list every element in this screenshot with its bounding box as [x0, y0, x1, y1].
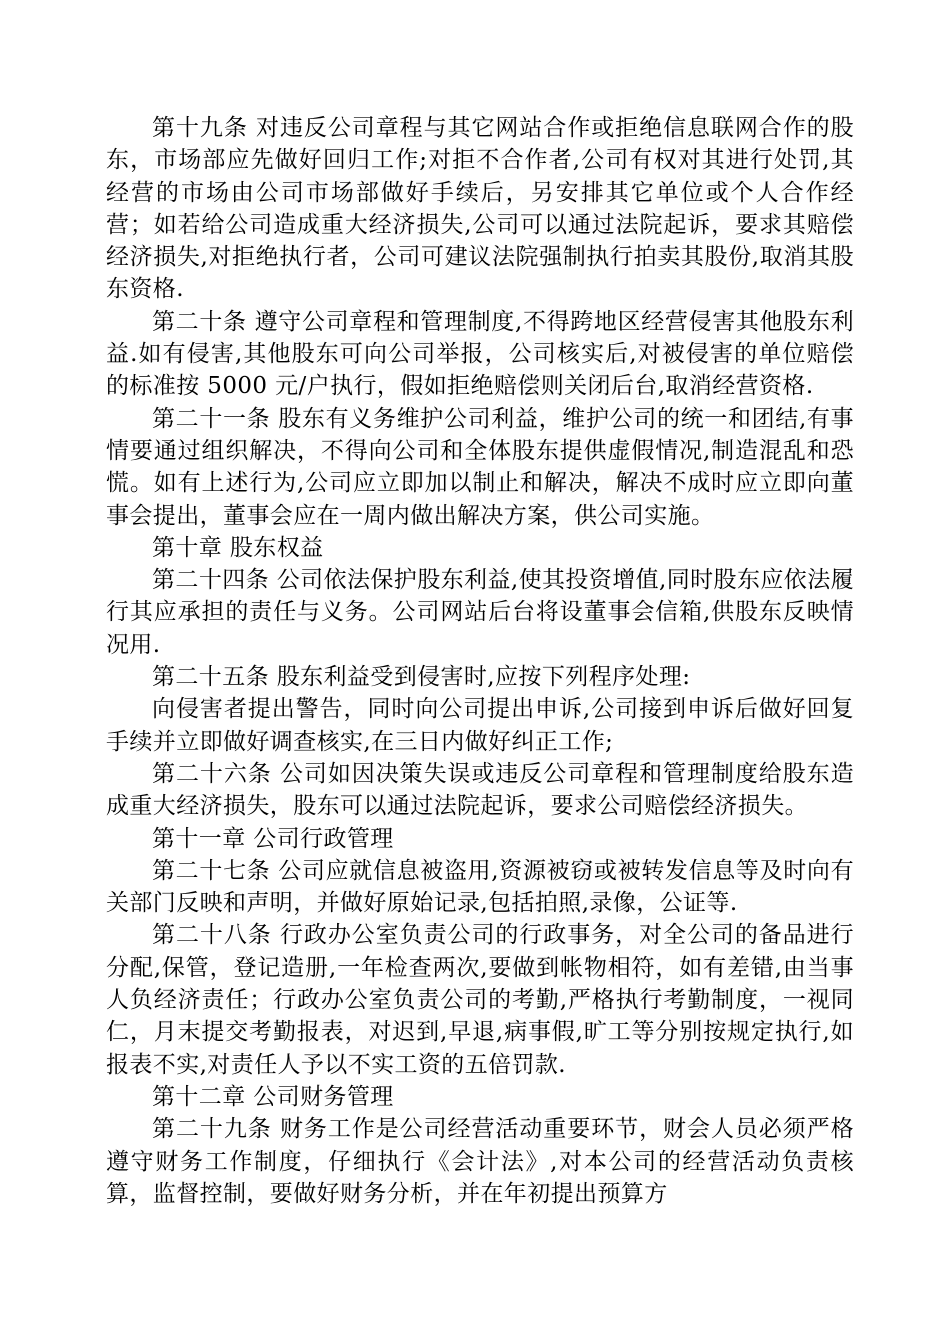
- chapter-11-heading: 第十一章 公司行政管理: [152, 825, 394, 852]
- chapter-10-heading: 第十章 股东权益: [152, 534, 324, 561]
- chapter-12-heading: 第十二章 公司财务管理: [152, 1083, 394, 1110]
- document-page: [106, 112, 854, 1210]
- article-29: 第二十九条 财务工作是公司经营活动重要环节，财会人员必须严格遵守财务工作制度，仔细执行《会计法》,对本公司的经营活动负责核算，监督控制，要做好财务分析，并在年初提出预算方: [106, 1116, 854, 1207]
- article-21: 第二十一条 股东有义务维护公司利益，维护公司的统一和团结,有事情要通过组织解决，不得向公司和全体股东提供虚假情况,制造混乱和恐慌。如有上述行为,公司应立即加以制止和解决，解决不成时应立即向董事会提出，董事会应在一周内做出解决方案，供公司实施。: [106, 405, 854, 529]
- article-25-procedure: 向侵害者提出警告，同时向公司提出申诉,公司接到申诉后做好回复手续并立即做好调查核实,在三日内做好纠正工作;: [106, 696, 854, 755]
- article-25: 第二十五条 股东利益受到侵害时,应按下列程序处理:: [152, 664, 691, 691]
- article-20: 第二十条 遵守公司章程和管理制度,不得跨地区经营侵害其他股东利益.如有侵害,其他股东可向公司举报，公司核实后,对被侵害的单位赔偿的标准按 5000 元/户执行，假如拒绝赔偿则关闭后台,取消经营资格.: [106, 308, 854, 400]
- article-28: 第二十八条 行政办公室负责公司的行政事务，对全公司的备品进行分配,保管，登记造册,一年检查两次,要做到帐物相符，如有差错,由当事人负经济责任；行政办公室负责公司的考勤,严格执行考勤制度，一视同仁，月末提交考勤报表，对迟到,早退,病事假,旷工等分别按规定执行,如报表不实,对责任人予以不实工资的五倍罚款.: [106, 922, 854, 1078]
- article-27: 第二十七条 公司应就信息被盗用,资源被窃或被转发信息等及时向有关部门反映和声明，并做好原始记录,包括拍照,录像，公证等.: [106, 857, 854, 917]
- article-24: 第二十四条 公司依法保护股东利益,使其投资增值,同时股东应依法履行其应承担的责任与义务。公司网站后台将设董事会信箱,供股东反映情况用.: [106, 567, 854, 658]
- article-26: 第二十六条 公司如因决策失误或违反公司章程和管理制度给股东造成重大经济损失，股东可以通过法院起诉，要求公司赔偿经济损失。: [106, 760, 854, 820]
- article-19: 第十九条 对违反公司章程与其它网站合作或拒绝信息联网合作的股东，市场部应先做好回归工作;对拒不合作者,公司有权对其进行处罚,其经营的市场由公司市场部做好手续后，另安排其它单位或个人合作经营；如若给公司造成重大经济损失,公司可以通过法院起诉，要求其赔偿经济损失,对拒绝执行者，公司可建议法院强制执行拍卖其股份,取消其股东资格.: [106, 115, 854, 303]
